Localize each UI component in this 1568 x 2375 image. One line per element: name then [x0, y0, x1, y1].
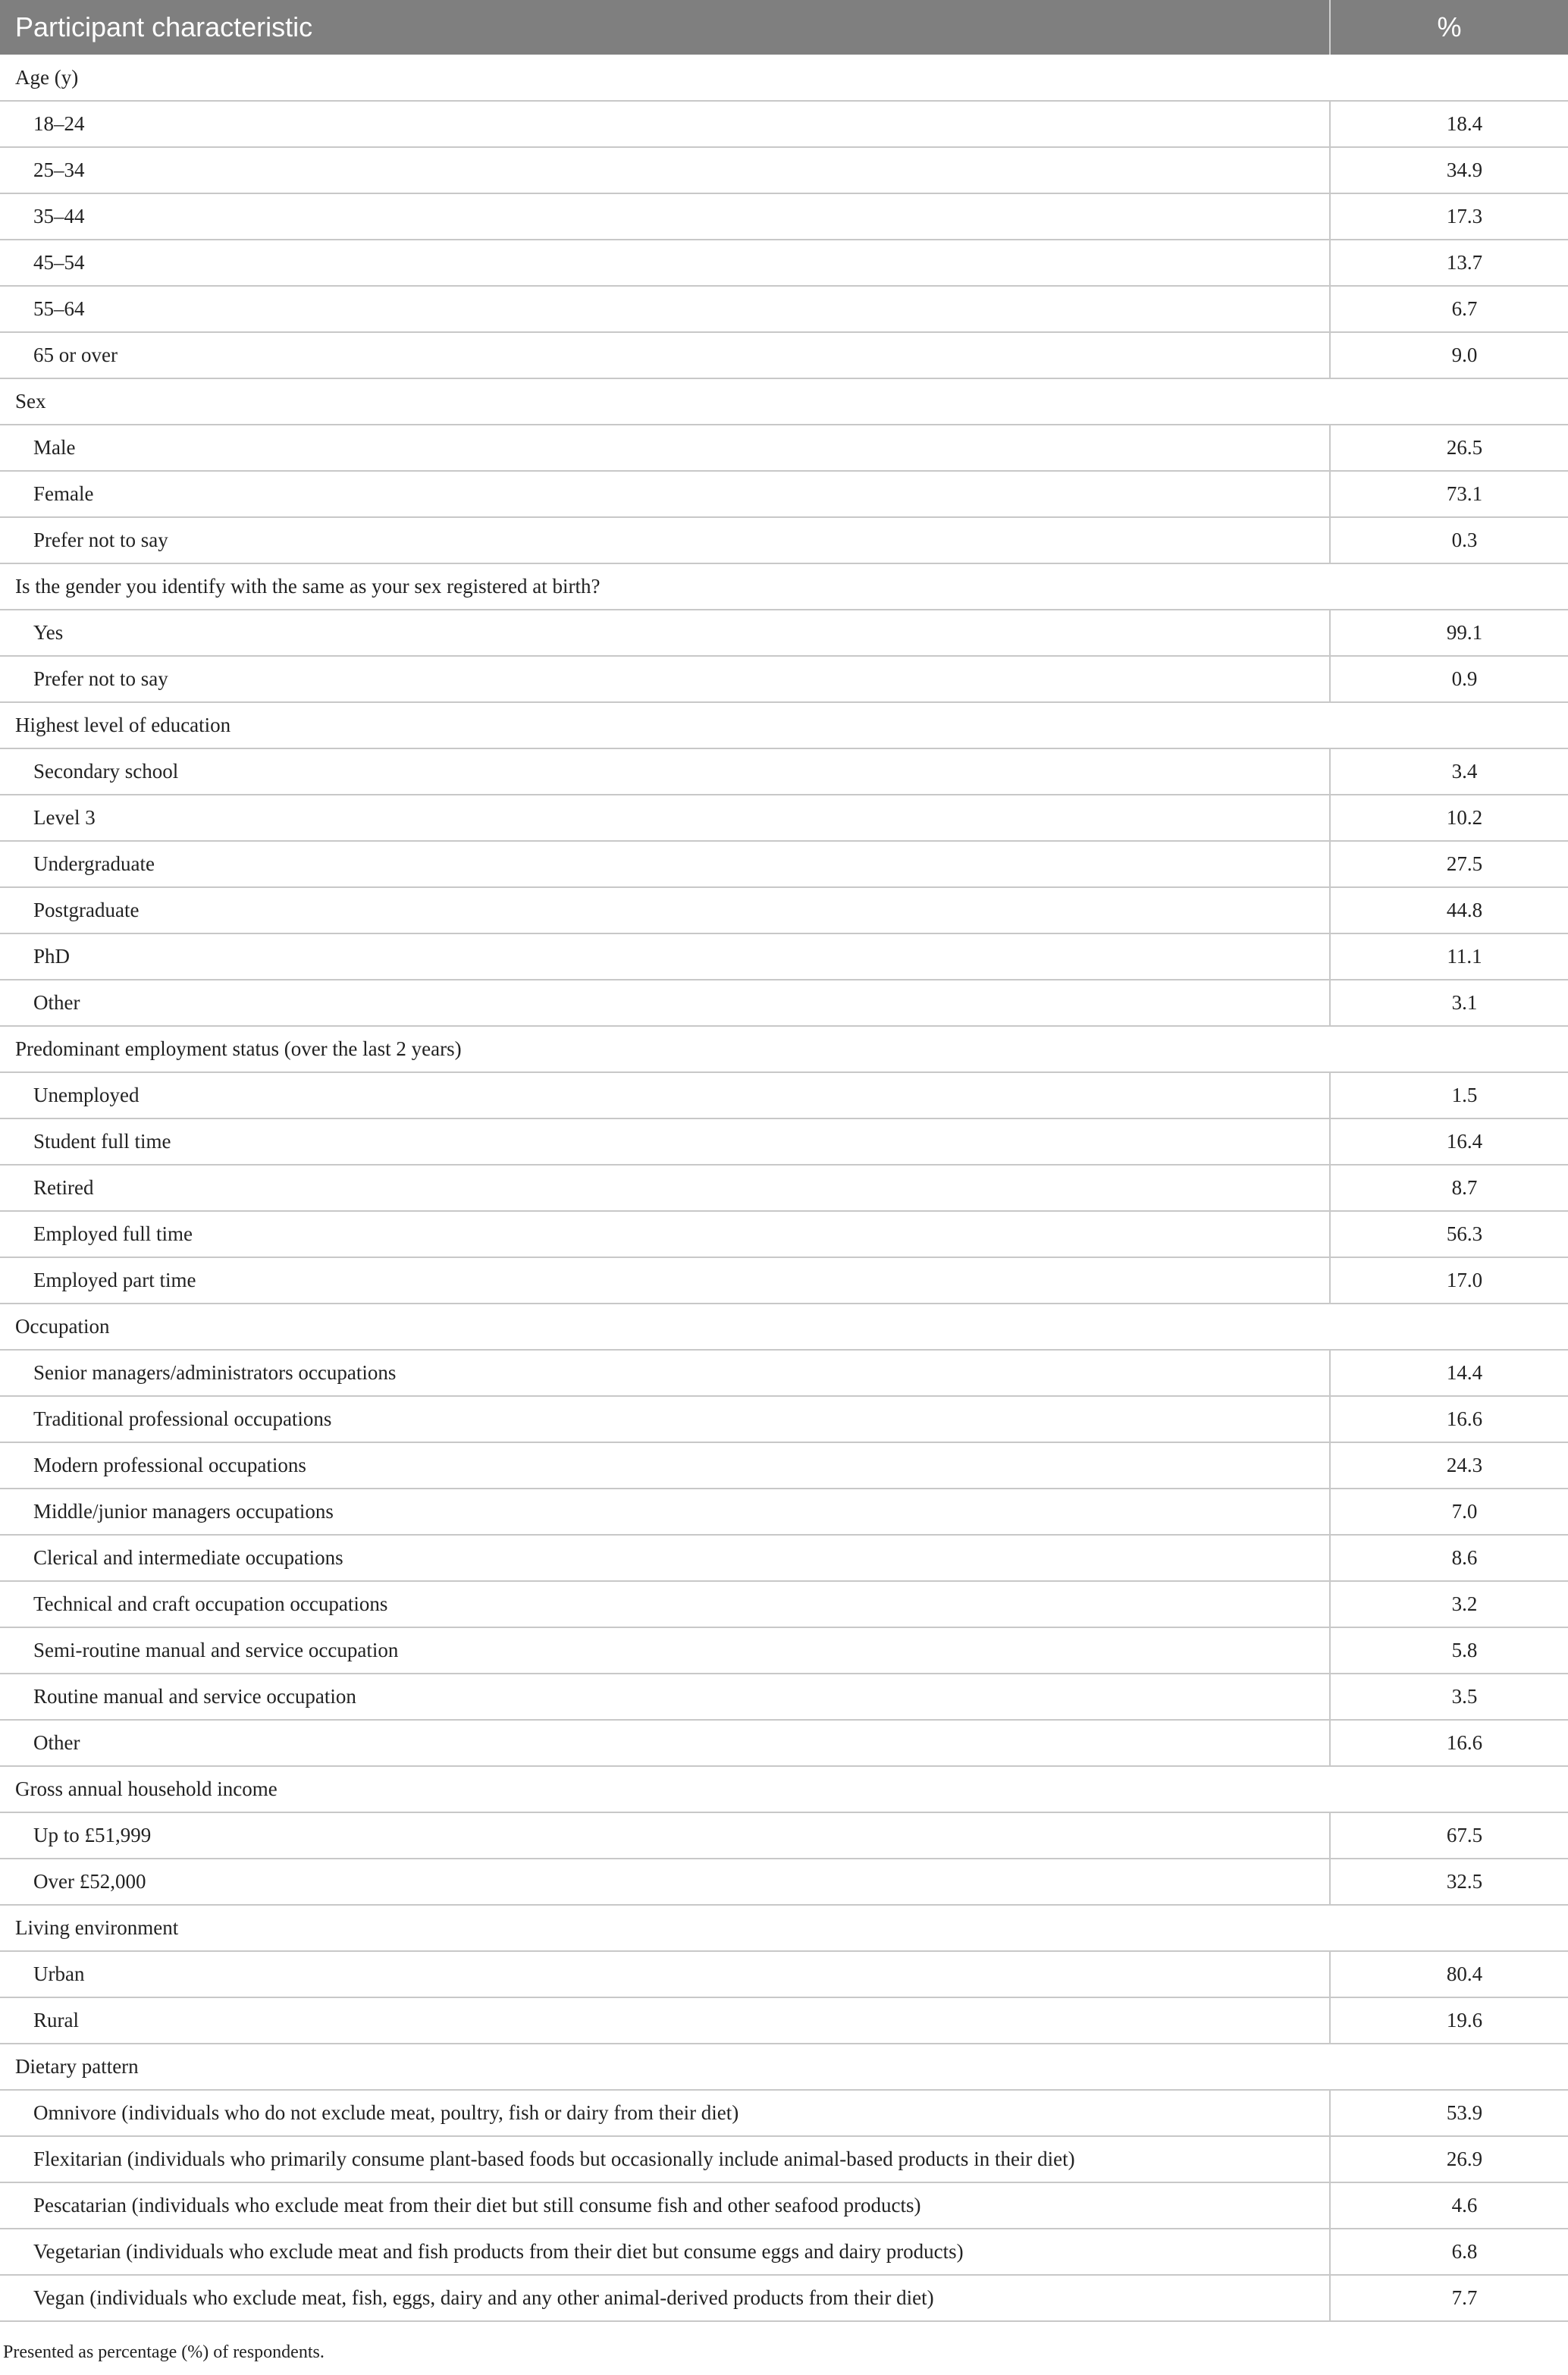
row-value-cell: [1330, 610, 1568, 656]
row-value-cell: [1330, 1211, 1568, 1257]
row-value: 7.0: [1451, 1500, 1478, 1523]
row-value: 4.6: [1451, 2194, 1478, 2217]
section-row: [0, 1905, 1568, 1951]
table-row: [0, 1859, 1568, 1905]
row-label: 35–44: [0, 193, 1330, 240]
row-value: 17.3: [1446, 205, 1483, 227]
section-row: [0, 2044, 1568, 2090]
row-value: 10.2: [1446, 806, 1483, 829]
row-label: Over £52,000: [0, 1859, 1330, 1905]
table-row: [0, 1997, 1568, 2044]
table-row: [0, 1165, 1568, 1211]
row-value-cell: [1330, 2136, 1568, 2182]
row-label: 25–34: [0, 147, 1330, 193]
row-label: Pescatarian (individuals who exclude meat from their diet but still consume fish and other seafood products): [0, 2182, 1330, 2229]
row-value: 6.7: [1451, 297, 1478, 320]
row-label: Prefer not to say: [0, 517, 1330, 563]
section-row: [0, 1304, 1568, 1350]
row-label: Clerical and intermediate occupations: [0, 1535, 1330, 1581]
row-value: 32.5: [1446, 1870, 1483, 1893]
row-value-cell: [1330, 471, 1568, 517]
row-value: 0.3: [1451, 529, 1478, 551]
row-value-cell: [1330, 980, 1568, 1026]
row-value-cell: [1330, 1072, 1568, 1118]
section-title: Sex: [0, 378, 1568, 425]
row-value: 27.5: [1446, 852, 1483, 875]
section-row: [0, 55, 1568, 101]
row-label: Secondary school: [0, 748, 1330, 795]
row-value-cell: [1330, 517, 1568, 563]
table-row: [0, 748, 1568, 795]
row-label: Unemployed: [0, 1072, 1330, 1118]
row-value-cell: [1330, 1951, 1568, 1997]
table-row: [0, 2136, 1568, 2182]
row-value: 19.6: [1446, 2009, 1483, 2031]
table-row: [0, 332, 1568, 378]
row-value-cell: [1330, 887, 1568, 933]
row-value-cell: [1330, 1489, 1568, 1535]
row-value-cell: [1330, 1581, 1568, 1627]
row-value-cell: [1330, 1442, 1568, 1489]
row-value-cell: [1330, 332, 1568, 378]
row-value-cell: [1330, 841, 1568, 887]
table-row: [0, 2229, 1568, 2275]
row-label: Yes: [0, 610, 1330, 656]
table-row: [0, 286, 1568, 332]
table-row: [0, 1489, 1568, 1535]
table-row: [0, 471, 1568, 517]
table-row: [0, 193, 1568, 240]
row-value-cell: [1330, 240, 1568, 286]
row-value-cell: [1330, 748, 1568, 795]
row-value-cell: [1330, 1257, 1568, 1304]
row-value: 8.6: [1451, 1546, 1478, 1569]
row-label: Technical and craft occupation occupations: [0, 1581, 1330, 1627]
row-value: 44.8: [1446, 899, 1483, 921]
row-label: Male: [0, 425, 1330, 471]
table-row: [0, 1396, 1568, 1442]
row-value-cell: [1330, 286, 1568, 332]
section-row: [0, 378, 1568, 425]
row-value: 16.6: [1446, 1407, 1483, 1430]
section-row: [0, 1766, 1568, 1812]
row-value-cell: [1330, 425, 1568, 471]
row-value: 5.8: [1451, 1639, 1478, 1661]
section-title: Age (y): [0, 55, 1568, 101]
row-value-cell: [1330, 1859, 1568, 1905]
row-value-cell: [1330, 193, 1568, 240]
row-value: 17.0: [1446, 1269, 1483, 1291]
table-row: [0, 101, 1568, 147]
row-value-cell: [1330, 795, 1568, 841]
row-value: 11.1: [1447, 945, 1482, 968]
table-row: [0, 795, 1568, 841]
row-value-cell: [1330, 2090, 1568, 2136]
row-value: 73.1: [1446, 482, 1483, 505]
row-value: 3.4: [1451, 760, 1478, 783]
table-row: [0, 1118, 1568, 1165]
row-label: PhD: [0, 933, 1330, 980]
row-value: 0.9: [1451, 667, 1478, 690]
table-row: [0, 425, 1568, 471]
row-value: 3.2: [1451, 1592, 1478, 1615]
row-value: 18.4: [1446, 112, 1483, 135]
row-label: Postgraduate: [0, 887, 1330, 933]
row-value: 9.0: [1451, 344, 1478, 366]
table-row: [0, 1072, 1568, 1118]
row-label: Semi-routine manual and service occupation: [0, 1627, 1330, 1674]
row-label: Employed part time: [0, 1257, 1330, 1304]
header-percent: %: [1330, 0, 1568, 55]
row-label: Up to £51,999: [0, 1812, 1330, 1859]
row-value: 6.8: [1451, 2240, 1478, 2263]
section-title: Highest level of education: [0, 702, 1568, 748]
row-label: Modern professional occupations: [0, 1442, 1330, 1489]
table-row: [0, 1627, 1568, 1674]
table-row: [0, 841, 1568, 887]
row-value-cell: [1330, 1118, 1568, 1165]
row-value: 53.9: [1446, 2101, 1483, 2124]
table-row: [0, 887, 1568, 933]
table-row: [0, 1211, 1568, 1257]
row-label: Other: [0, 980, 1330, 1026]
row-value: 24.3: [1446, 1454, 1483, 1476]
table-row: [0, 933, 1568, 980]
section-row: [0, 563, 1568, 610]
row-label: Other: [0, 1720, 1330, 1766]
row-value: 99.1: [1446, 621, 1483, 644]
section-title: Dietary pattern: [0, 2044, 1568, 2090]
row-value-cell: [1330, 2182, 1568, 2229]
row-label: Undergraduate: [0, 841, 1330, 887]
row-value-cell: [1330, 1396, 1568, 1442]
table-row: [0, 1581, 1568, 1627]
row-label: Traditional professional occupations: [0, 1396, 1330, 1442]
row-value: 7.7: [1451, 2286, 1478, 2309]
row-label: Female: [0, 471, 1330, 517]
row-label: Vegan (individuals who exclude meat, fish, eggs, dairy and any other animal-derived products from their diet): [0, 2275, 1330, 2321]
section-title: Living environment: [0, 1905, 1568, 1951]
table-footnote: Presented as percentage (%) of respondents.: [3, 2342, 325, 2362]
table-row: [0, 1674, 1568, 1720]
row-value: 3.5: [1451, 1685, 1478, 1708]
table-row: [0, 656, 1568, 702]
row-value: 8.7: [1451, 1176, 1478, 1199]
section-title: Occupation: [0, 1304, 1568, 1350]
row-label: Middle/junior managers occupations: [0, 1489, 1330, 1535]
table-row: [0, 240, 1568, 286]
row-label: Routine manual and service occupation: [0, 1674, 1330, 1720]
row-value-cell: [1330, 1535, 1568, 1581]
section-title: Predominant employment status (over the last 2 years): [0, 1026, 1568, 1072]
row-label: 18–24: [0, 101, 1330, 147]
row-value: 14.4: [1446, 1361, 1483, 1384]
row-value-cell: [1330, 1997, 1568, 2044]
row-value: 56.3: [1446, 1222, 1483, 1245]
row-label: Rural: [0, 1997, 1330, 2044]
table-row: [0, 1720, 1568, 1766]
table-row: [0, 2182, 1568, 2229]
table-row: [0, 517, 1568, 563]
row-label: Vegetarian (individuals who exclude meat and fish products from their diet but consume eggs and dairy products): [0, 2229, 1330, 2275]
section-row: [0, 702, 1568, 748]
row-label: Omnivore (individuals who do not exclude meat, poultry, fish or dairy from their diet): [0, 2090, 1330, 2136]
row-value-cell: [1330, 1627, 1568, 1674]
table-row: [0, 2275, 1568, 2321]
row-value-cell: [1330, 1812, 1568, 1859]
table-row: [0, 1535, 1568, 1581]
header-characteristic: Participant characteristic: [0, 0, 1330, 55]
row-label: 55–64: [0, 286, 1330, 332]
row-label: 45–54: [0, 240, 1330, 286]
table-row: [0, 1812, 1568, 1859]
table-row: [0, 2090, 1568, 2136]
row-label: 65 or over: [0, 332, 1330, 378]
row-value-cell: [1330, 101, 1568, 147]
row-label: Flexitarian (individuals who primarily consume plant-based foods but occasionally include animal-based products in their diet): [0, 2136, 1330, 2182]
table-row: [0, 980, 1568, 1026]
row-value: 16.4: [1446, 1130, 1483, 1153]
header-row: [0, 0, 1568, 55]
row-value: 67.5: [1446, 1824, 1483, 1846]
table-row: [0, 1951, 1568, 1997]
row-value-cell: [1330, 1165, 1568, 1211]
table-row: [0, 610, 1568, 656]
section-title: Is the gender you identify with the same as your sex registered at birth?: [0, 563, 1568, 610]
row-value: 13.7: [1446, 251, 1483, 274]
row-label: Retired: [0, 1165, 1330, 1211]
row-value-cell: [1330, 1720, 1568, 1766]
section-title: Gross annual household income: [0, 1766, 1568, 1812]
row-value: 26.5: [1446, 436, 1483, 459]
row-value-cell: [1330, 1350, 1568, 1396]
row-value-cell: [1330, 1674, 1568, 1720]
row-value-cell: [1330, 147, 1568, 193]
row-value-cell: [1330, 2275, 1568, 2321]
table-row: [0, 1442, 1568, 1489]
row-label: Prefer not to say: [0, 656, 1330, 702]
section-row: [0, 1026, 1568, 1072]
row-value: 34.9: [1446, 158, 1483, 181]
row-value-cell: [1330, 2229, 1568, 2275]
row-label: Senior managers/administrators occupations: [0, 1350, 1330, 1396]
row-label: Level 3: [0, 795, 1330, 841]
row-value: 16.6: [1446, 1731, 1483, 1754]
table-body: [0, 55, 1568, 2321]
row-value: 80.4: [1446, 1962, 1483, 1985]
row-value: 26.9: [1446, 2148, 1483, 2170]
row-value: 3.1: [1451, 991, 1478, 1014]
table-row: [0, 1350, 1568, 1396]
row-label: Student full time: [0, 1118, 1330, 1165]
row-value-cell: [1330, 656, 1568, 702]
row-label: Employed full time: [0, 1211, 1330, 1257]
row-value-cell: [1330, 933, 1568, 980]
row-value: 1.5: [1451, 1084, 1478, 1106]
table-row: [0, 147, 1568, 193]
table-row: [0, 1257, 1568, 1304]
row-label: Urban: [0, 1951, 1330, 1997]
